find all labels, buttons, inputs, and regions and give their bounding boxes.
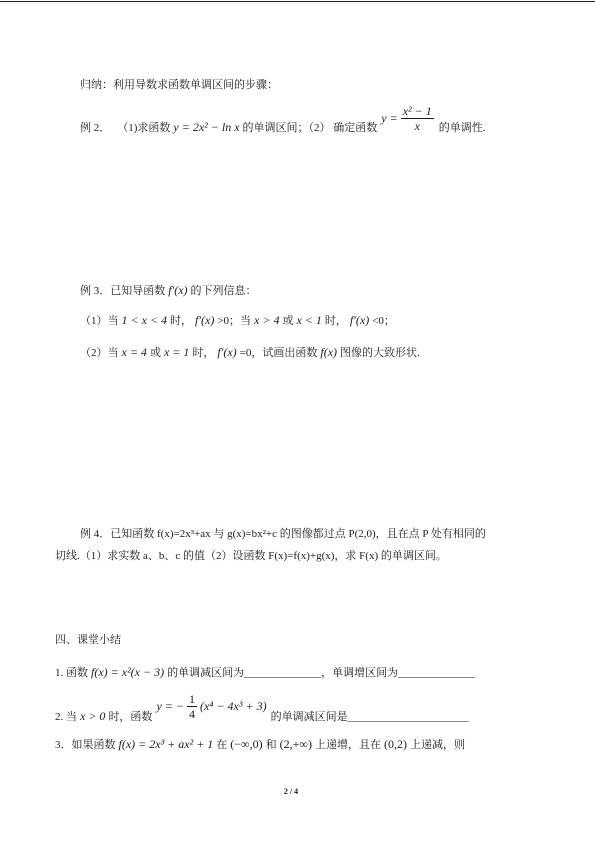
example-2-part-2: 的单调区间；（2） 确定函数	[242, 122, 378, 134]
condition-1-math-1: 1 < x < 4	[121, 313, 168, 327]
condition-2-text-3: 时，	[192, 347, 215, 359]
item-3-text-4: 上递增，且在	[314, 739, 381, 751]
example-3-condition-1	[80, 313, 395, 327]
item-3-interval-1: (−∞,0)	[230, 737, 263, 751]
condition-2-math-1: x = 4	[121, 345, 147, 359]
condition-1-text-2: 时，	[170, 315, 193, 327]
condition-2-text-5: 图像的大致形状.	[340, 347, 420, 359]
summary-item-2	[55, 691, 469, 723]
condition-2-text-4: =0，试画出函数	[239, 347, 318, 359]
item-3-text-3: 和	[265, 739, 277, 751]
example-4-line-1	[80, 527, 486, 541]
example-2	[80, 103, 486, 134]
item-1-function: f(x) = x²(x − 3)	[91, 665, 165, 679]
condition-2-text-2: 或	[149, 347, 161, 359]
condition-1-text-4: 或	[282, 315, 294, 327]
condition-1-math-3: x > 4	[254, 313, 280, 327]
summary-heading	[80, 78, 278, 92]
example-2-fraction-numerator: x² − 1	[402, 103, 432, 118]
item-2-answer-blank: ______________________	[347, 711, 469, 723]
condition-1-text-6: <0；	[372, 315, 395, 327]
item-2-text-1: 2. 当	[55, 711, 77, 723]
item-3-function: f(x) = 2x³ + ax² + 1	[118, 737, 214, 751]
item-2-function-rhs: (x⁴ − 4x³ + 3)	[199, 699, 267, 713]
example-2-function-2	[377, 103, 438, 133]
item-3-text-5: 上递减，则	[409, 739, 465, 751]
item-3-interval-3: (0,2)	[383, 737, 407, 751]
condition-2-math-2: x = 1	[163, 345, 190, 359]
item-2-fraction-numerator: 1	[188, 691, 195, 706]
item-3-interval-2: (2,+∞)	[279, 737, 312, 751]
item-3-text-2: 在	[216, 739, 228, 751]
item-2-fraction	[187, 692, 197, 721]
page-number: 2 / 4	[283, 787, 299, 796]
example-3-derivative: f′(x)	[168, 283, 188, 297]
example-4-line-1-text: 例 4．已知函数 f(x)=2x³+ax 与 g(x)=bx²+c 的图像都过点 P(2,0)，且在点 P 处有相同的	[80, 528, 486, 540]
item-1-text-2: 的单调减区间为	[167, 667, 245, 679]
condition-1-text-5: 时，	[324, 315, 347, 327]
item-2-text-3: 的单调减区间是	[270, 711, 348, 723]
condition-2-text-1: （2）当	[80, 347, 119, 359]
example-3-intro	[80, 283, 257, 297]
example-4-line-2-text: 切线.（1）求实数 a、b、c 的值（2）设函数 F(x)=f(x)+g(x)，求 F(x) 的单调区间。	[55, 550, 447, 562]
item-1-answer-blank-2: ______________	[398, 667, 476, 679]
item-1-answer-blank-1: ______________	[244, 667, 322, 679]
section-4-heading	[55, 633, 121, 647]
condition-1-math-5: f′(x)	[349, 313, 370, 327]
condition-1-math-4: x < 1	[296, 313, 322, 327]
item-3-text-1: 3．如果函数	[55, 739, 116, 751]
condition-2-math-3: f′(x)	[217, 345, 237, 359]
summary-item-3	[55, 737, 465, 751]
summary-heading-text: 归纳：利用导数求函数单调区间的步骤：	[80, 79, 278, 91]
page-top-rule	[0, 1, 595, 2]
section-4-heading-text: 四、课堂小结	[55, 634, 121, 646]
example-2-part-1: （1)求函数	[117, 122, 171, 134]
example-2-fraction-denominator: x	[414, 118, 420, 133]
example-2-fraction	[401, 104, 434, 133]
example-3-condition-2	[80, 345, 420, 359]
item-2-function-lhs: y = −	[156, 699, 184, 713]
condition-1-text-3: >0；当	[217, 315, 252, 327]
item-2-fraction-denominator: 4	[188, 706, 195, 721]
condition-2-math-4: f(x)	[320, 345, 338, 359]
example-2-function-2-lhs: y =	[381, 111, 398, 125]
item-2-text-2: 时，函数	[108, 711, 153, 723]
item-1-text-1: 1. 函数	[55, 667, 88, 679]
item-1-text-3: ，单调增区间为	[321, 667, 399, 679]
condition-1-math-2: f′(x)	[195, 313, 215, 327]
item-2-function	[152, 691, 270, 721]
summary-item-1	[55, 665, 475, 679]
example-2-label: 例 2．	[80, 122, 111, 134]
example-3-intro-text-2: 的下列信息：	[190, 285, 257, 297]
example-4-line-2	[55, 549, 447, 563]
condition-1-text-1: （1）当	[80, 315, 119, 327]
item-2-condition: x > 0	[80, 709, 106, 723]
example-2-function-1: y = 2x² − ln x	[173, 120, 240, 134]
example-2-part-3: 的单调性.	[438, 122, 486, 134]
example-3-intro-text-1: 例 3．已知导函数	[80, 285, 166, 297]
